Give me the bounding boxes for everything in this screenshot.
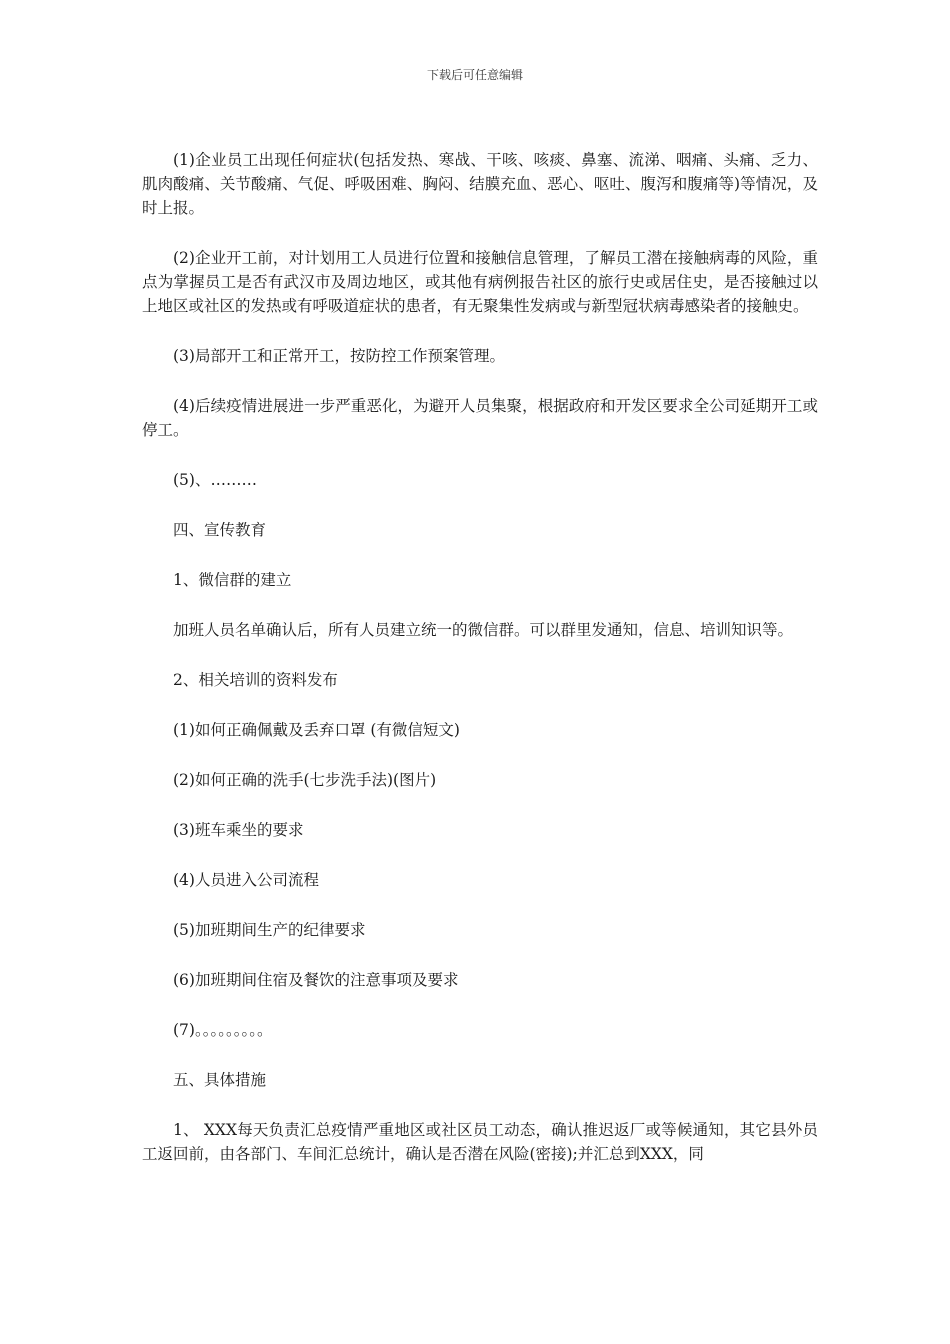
- page-header: 下载后可任意编辑: [426, 68, 523, 82]
- paragraph-delay-start: (4)后续疫情进展进一步严重恶化，为避开人员集聚，根据政府和开发区要求全公司延期开工或停工。: [142, 397, 818, 439]
- list-item-7: (7)。。。。。。。。。: [173, 1021, 273, 1039]
- list-item-handwashing: (2)如何正确的洗手(七步洗手法)(图片): [173, 771, 437, 789]
- list-item-entry-process: (4)人员进入公司流程: [173, 871, 319, 889]
- list-item-lodging-meals: (6)加班期间住宿及餐饮的注意事项及要求: [173, 971, 459, 989]
- paragraph-pre-start-screening: (2)企业开工前，对计划用工人员进行位置和接触信息管理，了解员工潜在接触病毒的风险，重点为掌握员工是否有武汉市及周边地区，或其他有病例报告社区的旅行史或居住史，是否接触过以上地区或社区的发热或有呼吸道症状的患者，有无聚集性发病或与新型冠状病毒感染者的接触史。: [142, 249, 818, 315]
- list-item-mask: (1)如何正确佩戴及丢弃口罩 (有微信短文): [173, 721, 460, 739]
- subheading-training-materials: 2、相关培训的资料发布: [173, 671, 338, 689]
- list-item-shuttle: (3)班车乘坐的要求: [173, 821, 304, 839]
- list-item-discipline: (5)加班期间生产的纪律要求: [173, 921, 366, 939]
- paragraph-measure-1: 1、 XXX每天负责汇总疫情严重地区或社区员工动态，确认推迟返厂或等候通知，其它县外员工返回前，由各部门、车间汇总统计，确认是否潜在风险(密接);并汇总到XXX，同: [142, 1121, 818, 1163]
- paragraph-symptom-report: (1)企业员工出现任何症状(包括发热、寒战、干咳、咳痰、鼻塞、流涕、咽痛、头痛、乏力、肌肉酸痛、关节酸痛、气促、呼吸困难、胸闷、结膜充血、恶心、呕吐、腹泻和腹痛等)等情况，及时上报。: [142, 151, 818, 217]
- document-body: [142, 148, 818, 1192]
- paragraph-partial-start: (3)局部开工和正常开工，按防控工作预案管理。: [173, 347, 505, 365]
- section-heading-publicity: 四、宣传教育: [173, 521, 267, 539]
- paragraph-wechat-group: 加班人员名单确认后，所有人员建立统一的微信群。可以群里发通知，信息、培训知识等。: [173, 621, 794, 639]
- section-heading-measures: 五、具体措施: [173, 1071, 267, 1089]
- subheading-wechat-group: 1、微信群的建立: [173, 571, 292, 589]
- paragraph-item-5: (5)、………: [173, 471, 257, 489]
